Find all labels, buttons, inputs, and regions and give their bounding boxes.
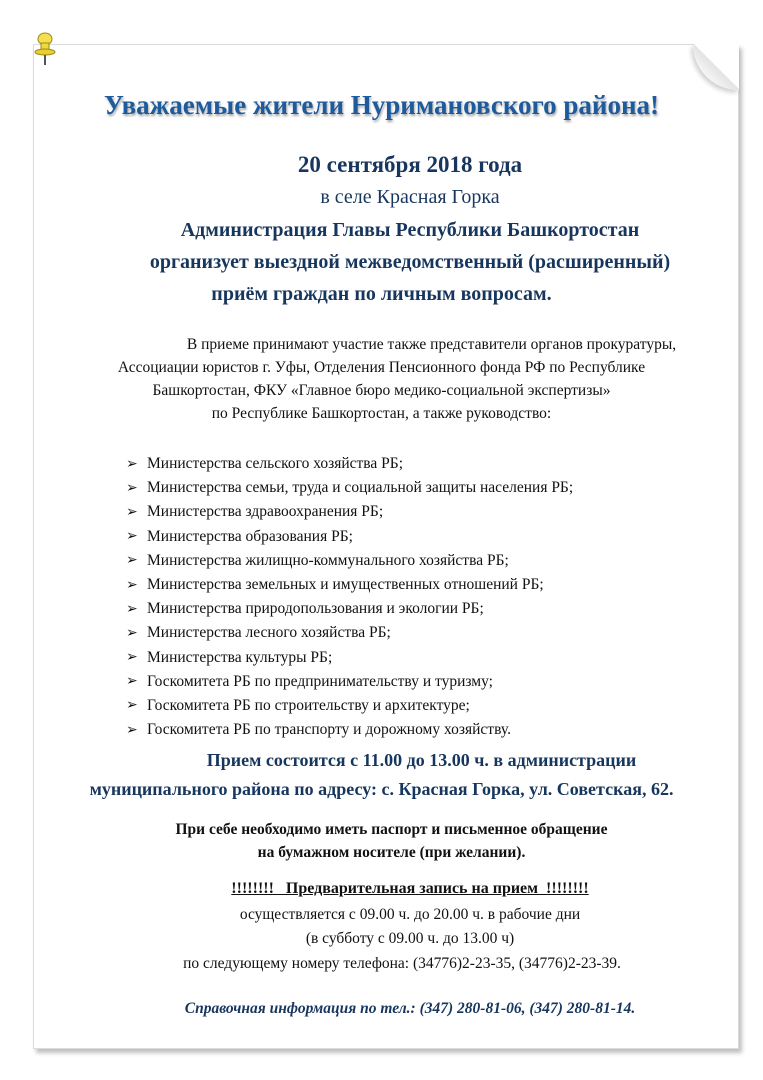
reception-address: муниципального района по адресу: с. Красная Горка, ул. Советская, 62. [89,779,674,799]
arrow-bullet-icon: ➢ [126,625,138,641]
arrow-bullet-icon: ➢ [126,529,138,545]
list-item: ➢ Министерства сельского хозяйства РБ; [126,455,403,473]
list-item: ➢ Министерства лесного хозяйства РБ; [126,624,391,642]
list-item: ➢ Министерства природопользования и экологии РБ; [126,600,484,618]
list-item: ➢ Министерства здравоохранения РБ; [126,503,384,521]
page-curl [693,44,739,90]
list-item: ➢ Госкомитета РБ по строительству и архитектуре; [126,696,470,714]
schedule-line: (в субботу с 09.00 ч. до 13.00 ч) [305,930,515,947]
list-item: ➢ Министерства культуры РБ; [126,648,333,666]
participants-line: В приеме принимают участие также представители органов прокуратуры, [186,336,677,353]
organizer-line: приём граждан по личным вопросам. [211,283,552,305]
arrow-bullet-icon: ➢ [126,698,138,714]
organizer-line: организует выездной межведомственный (расширенный) [149,251,671,273]
arrow-bullet-icon: ➢ [126,553,138,569]
preregistration-heading: !!!!!!!! Предварительная запись на прием !!!!!!!! [231,880,589,897]
list-item: ➢ Министерства земельных и имущественных отношений РБ; [126,576,544,594]
list-item: ➢ Министерства образования РБ; [126,527,353,545]
arrow-bullet-icon: ➢ [126,650,138,666]
reception-time: Прием состоится с 11.00 до 13.00 ч. в администрации [206,750,637,770]
arrow-bullet-icon: ➢ [126,601,138,617]
organizer-line: Администрация Главы Республики Башкортостан [180,219,640,241]
event-location: в селе Красная Горка [320,186,500,208]
arrow-bullet-icon: ➢ [126,722,138,738]
event-date: 20 сентября 2018 года [297,152,523,177]
list-item: ➢ Госкомитета РБ по транспорту и дорожному хозяйству. [126,721,511,739]
arrow-bullet-icon: ➢ [126,456,138,472]
schedule-line: осуществляется с 09.00 ч. до 20.00 ч. в рабочие дни [239,906,581,923]
reference-info: Справочная информация по тел.: (347) 280-81-06, (347) 280-81-14. [184,1000,636,1017]
arrow-bullet-icon: ➢ [126,674,138,690]
participants-line: Башкортостан, ФКУ «Главное бюро медико-социальной экспертизы» [152,382,611,399]
arrow-bullet-icon: ➢ [126,504,138,520]
list-item: ➢ Министерства жилищно-коммунального хозяйства РБ; [126,551,509,569]
participants-line: по Республике Башкортостан, а также руководство: [211,405,552,422]
requirements-line: на бумажном носителе (при желании). [257,844,526,861]
arrow-bullet-icon: ➢ [126,480,138,496]
participants-line: Ассоциации юристов г. Уфы, Отделения Пенсионного фонда РФ по Республике [117,359,646,376]
requirements-line: При себе необходимо иметь паспорт и письменное обращение [175,821,608,838]
list-item: ➢ Министерства семьи, труда и социальной защиты населения РБ; [126,479,574,497]
list-item: ➢ Госкомитета РБ по предпринимательству и туризму; [126,672,493,690]
ministries-list [126,452,573,742]
arrow-bullet-icon: ➢ [126,577,138,593]
page-title: Уважаемые жители Нуримановского района! [103,90,659,120]
schedule-phones: по следующему номеру телефона: (34776)2-23-35, (34776)2-23-39. [183,955,621,972]
pushpin-icon [30,30,60,70]
